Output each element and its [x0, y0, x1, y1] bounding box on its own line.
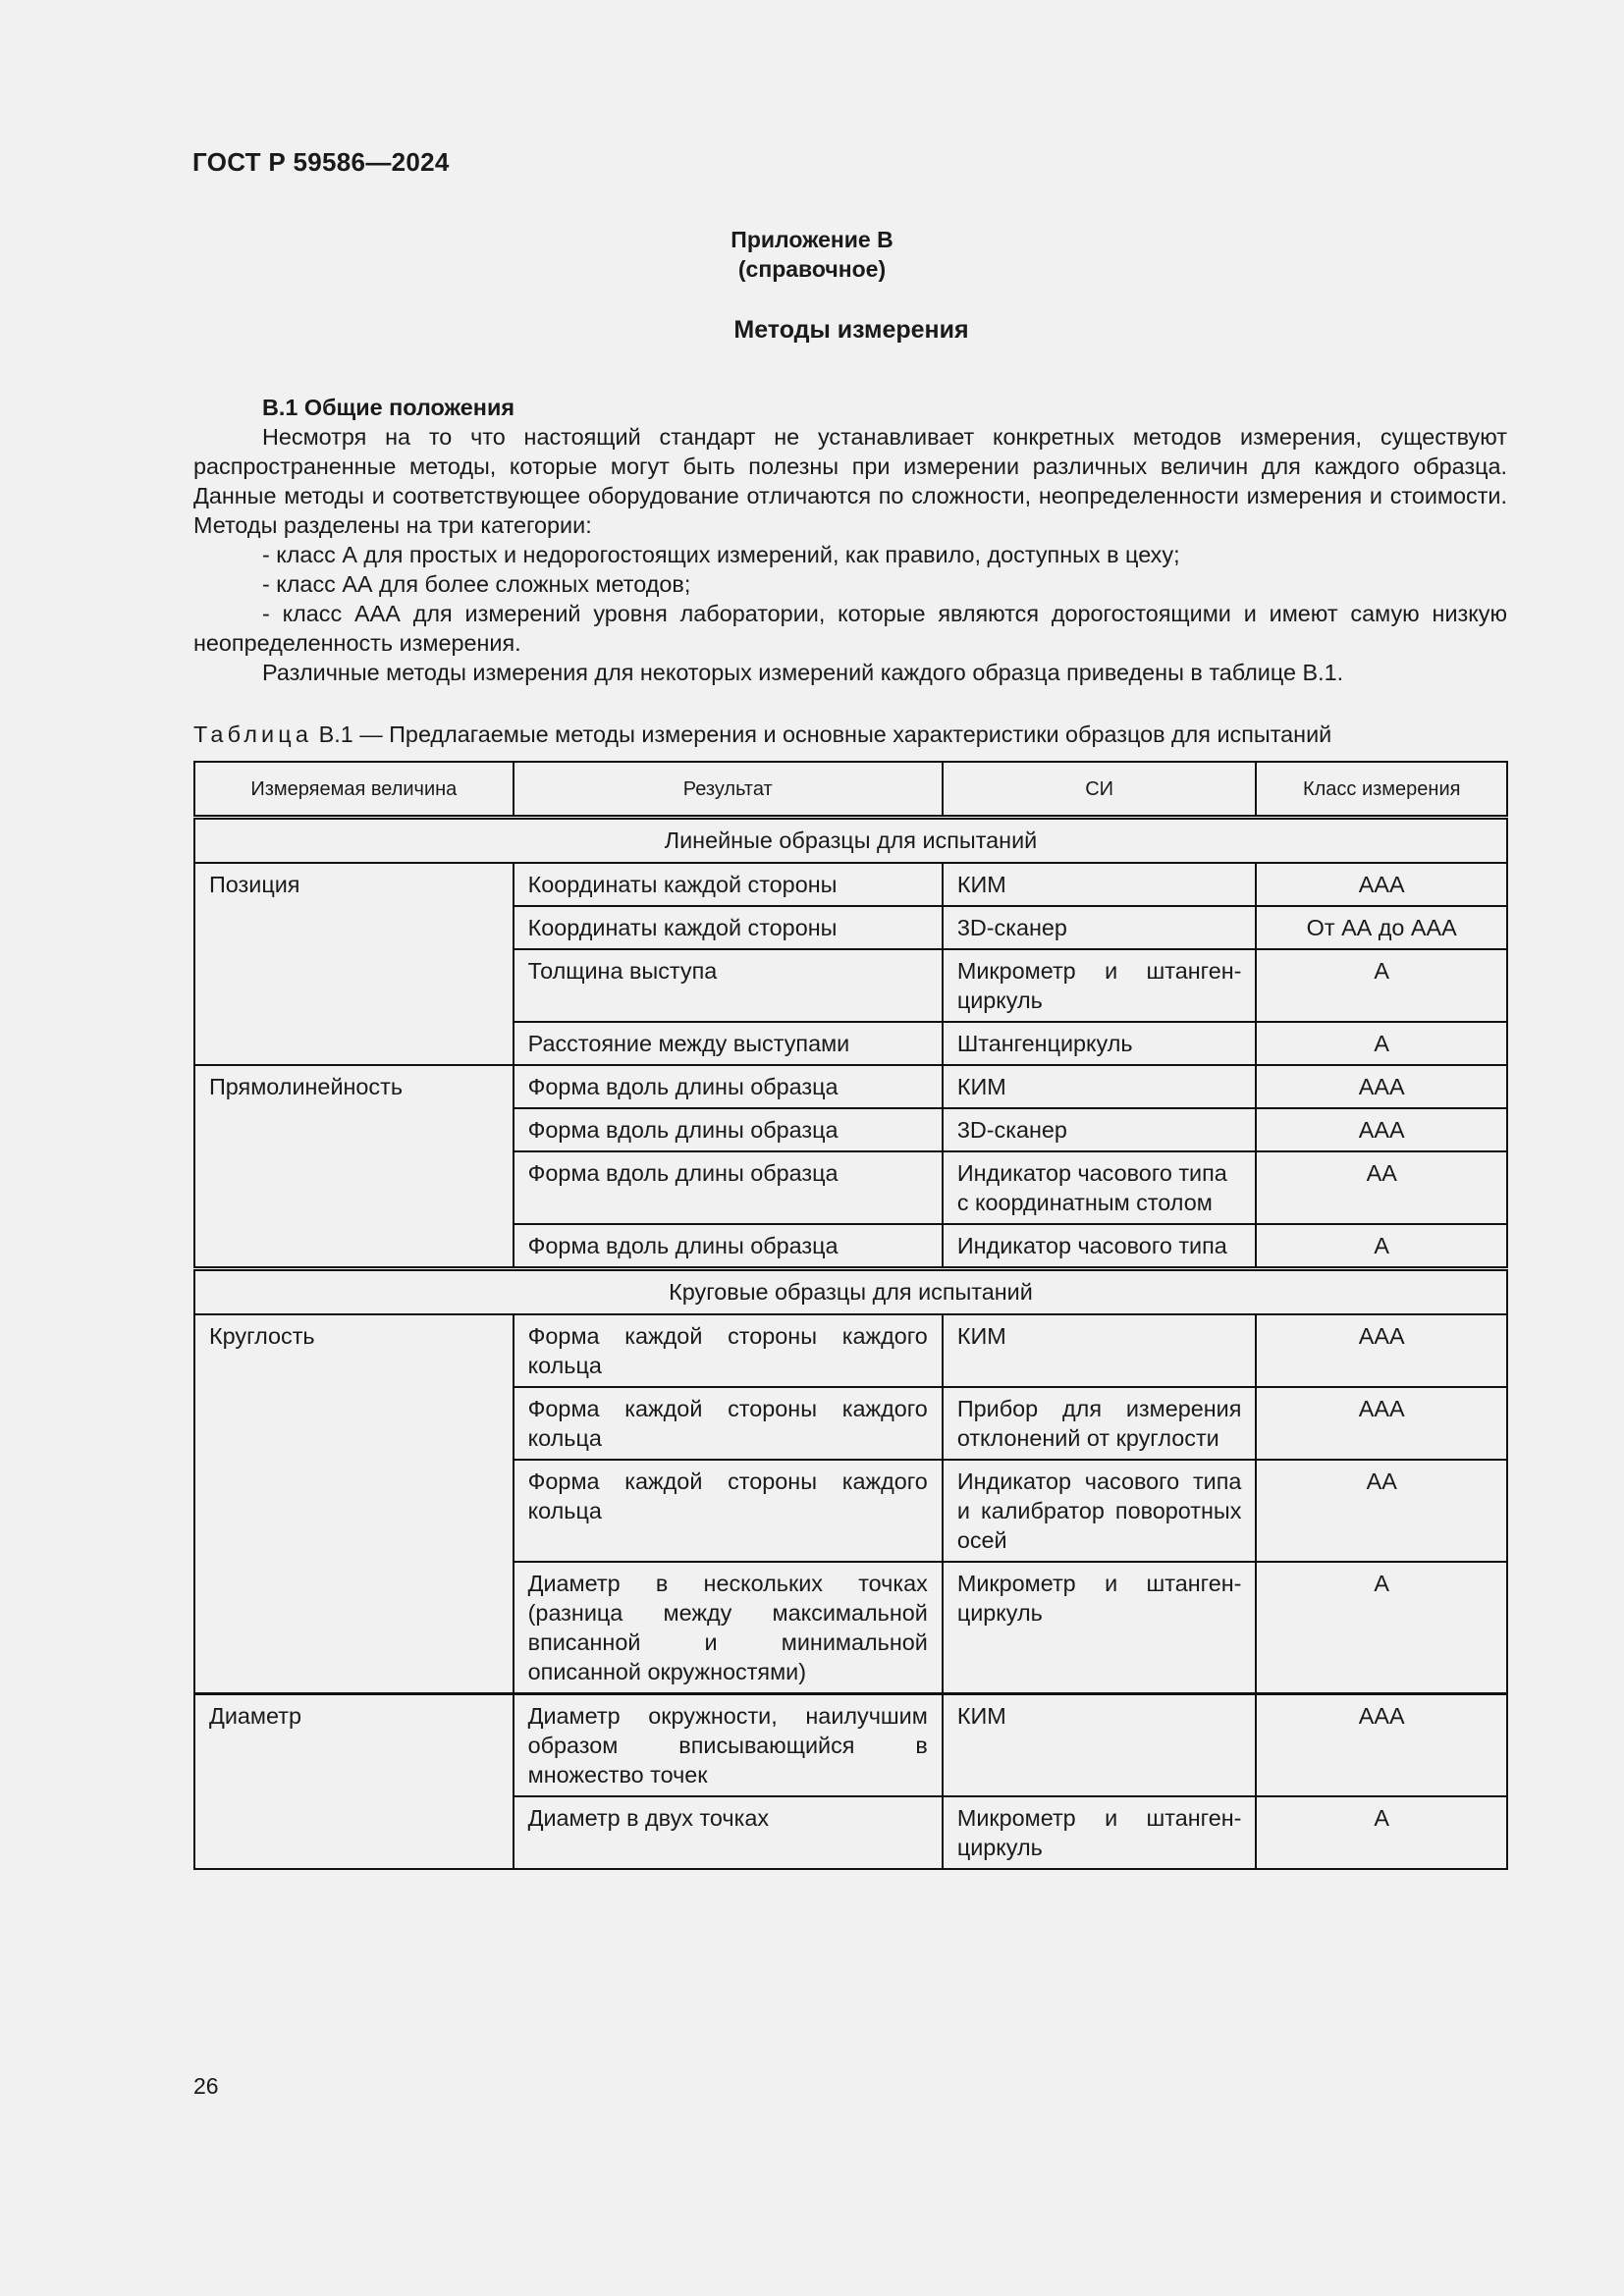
result-cell: Диаметр в нескольких точках (разница между максимальной вписанной и минимальной описанной окружностями) — [514, 1562, 943, 1694]
methods-table — [193, 761, 1508, 1870]
section-body — [193, 393, 1507, 687]
class-cell: ААА — [1256, 1694, 1507, 1797]
class-cell: ААА — [1256, 1314, 1507, 1387]
result-cell: Форма вдоль длины образца — [514, 1065, 943, 1108]
result-cell: Координаты каждой стороны — [514, 906, 943, 949]
quantity-cell: Диаметр — [194, 1694, 514, 1870]
list-item-class-a: - класс А для простых и недорогостоящих измерений, как правило, доступных в цеху; — [262, 542, 1180, 567]
list-item-class-aaa: - класс ААА для измерений уровня лаборатории, которые являются дорогостоящими и имеют самую низкую неопределенность измерения. — [193, 601, 1507, 656]
instrument-cell: Микрометр и штанген-циркуль — [943, 1562, 1257, 1694]
result-cell: Форма каждой стороны каждого кольца — [514, 1314, 943, 1387]
column-header: Измеряемая величина — [194, 762, 514, 818]
class-cell: От АА до ААА — [1256, 906, 1507, 949]
class-cell: ААА — [1256, 863, 1507, 906]
class-cell: А — [1256, 1796, 1507, 1869]
result-cell: Координаты каждой стороны — [514, 863, 943, 906]
class-cell: А — [1256, 1224, 1507, 1269]
result-cell: Форма каждой стороны каждого кольца — [514, 1460, 943, 1562]
list-item-class-aa: - класс АА для более сложных методов; — [262, 571, 691, 597]
instrument-cell: Индикатор часового типа и калибратор поворотных осей — [943, 1460, 1257, 1562]
result-cell: Форма вдоль длины образца — [514, 1151, 943, 1224]
section-label: Круговые образцы для испытаний — [194, 1269, 1507, 1315]
instrument-cell: Микрометр и штанген-циркуль — [943, 949, 1257, 1022]
class-cell: АА — [1256, 1151, 1507, 1224]
class-cell: ААА — [1256, 1108, 1507, 1151]
instrument-cell: 3D-сканер — [943, 906, 1257, 949]
result-cell: Форма каждой стороны каждого кольца — [514, 1387, 943, 1460]
table-caption-text: В.1 — Предлагаемые методы измерения и основные характеристики образцов для испытаний — [312, 721, 1332, 747]
quantity-cell: Позиция — [194, 863, 514, 1065]
table-caption-label: Таблица — [193, 721, 313, 747]
column-header: СИ — [943, 762, 1257, 818]
quantity-cell: Прямолинейность — [194, 1065, 514, 1269]
instrument-cell: Микрометр и штанген-циркуль — [943, 1796, 1257, 1869]
quantity-cell: Круглость — [194, 1314, 514, 1694]
section-heading: В.1 Общие положения — [262, 395, 514, 420]
section-label: Линейные образцы для испытаний — [194, 818, 1507, 864]
class-cell: А — [1256, 949, 1507, 1022]
instrument-cell: Прибор для измерения отклонений от круглости — [943, 1387, 1257, 1460]
table-section-row — [194, 1269, 1507, 1315]
class-cell: ААА — [1256, 1065, 1507, 1108]
class-cell: АА — [1256, 1460, 1507, 1562]
appendix-status: (справочное) — [737, 256, 887, 282]
appendix-label: Приложение В — [731, 227, 893, 252]
document-code: ГОСТ Р 59586—2024 — [192, 147, 450, 177]
class-cell: А — [1256, 1562, 1507, 1694]
instrument-cell: 3D-сканер — [943, 1108, 1257, 1151]
paragraph: Различные методы измерения для некоторых измерений каждого образца приведены в таблице В.1. — [262, 660, 1344, 685]
instrument-cell: КИМ — [943, 1065, 1257, 1108]
result-cell: Форма вдоль длины образца — [514, 1224, 943, 1269]
result-cell: Диаметр в двух точках — [514, 1796, 943, 1869]
instrument-cell: Индикатор часового типа — [943, 1224, 1257, 1269]
class-cell: А — [1256, 1022, 1507, 1065]
appendix-title: Методы измерения — [733, 316, 969, 344]
table-header-row — [194, 762, 1507, 818]
appendix-heading — [0, 225, 1624, 284]
table-row — [194, 1314, 1507, 1387]
class-cell: ААА — [1256, 1387, 1507, 1460]
instrument-cell: Штангенциркуль — [943, 1022, 1257, 1065]
result-cell: Толщина выступа — [514, 949, 943, 1022]
column-header: Результат — [514, 762, 943, 818]
table-row — [194, 1065, 1507, 1108]
instrument-cell: КИМ — [943, 1694, 1257, 1797]
table-row — [194, 1694, 1507, 1797]
table-section-row — [194, 818, 1507, 864]
table-caption — [193, 720, 1568, 749]
result-cell: Форма вдоль длины образца — [514, 1108, 943, 1151]
page-number: 26 — [193, 2073, 219, 2099]
table-row — [194, 863, 1507, 906]
column-header: Класс измерения — [1256, 762, 1507, 818]
instrument-cell: Индикатор часового типа с координатным столом — [943, 1151, 1257, 1224]
result-cell: Расстояние между выступами — [514, 1022, 943, 1065]
result-cell: Диаметр окружности, наилучшим образом вписывающийся в множество точек — [514, 1694, 943, 1797]
instrument-cell: КИМ — [943, 863, 1257, 906]
instrument-cell: КИМ — [943, 1314, 1257, 1387]
paragraph: Несмотря на то что настоящий стандарт не устанавливает конкретных методов измерения, существуют распространенные методы, которые могут быть полезны при измерении различных величин для каждого образца. Данные методы и соответствующее оборудование отличаются по сложности, неопределенности измерения и стоимости. Методы разделены на три категории: — [193, 424, 1507, 538]
